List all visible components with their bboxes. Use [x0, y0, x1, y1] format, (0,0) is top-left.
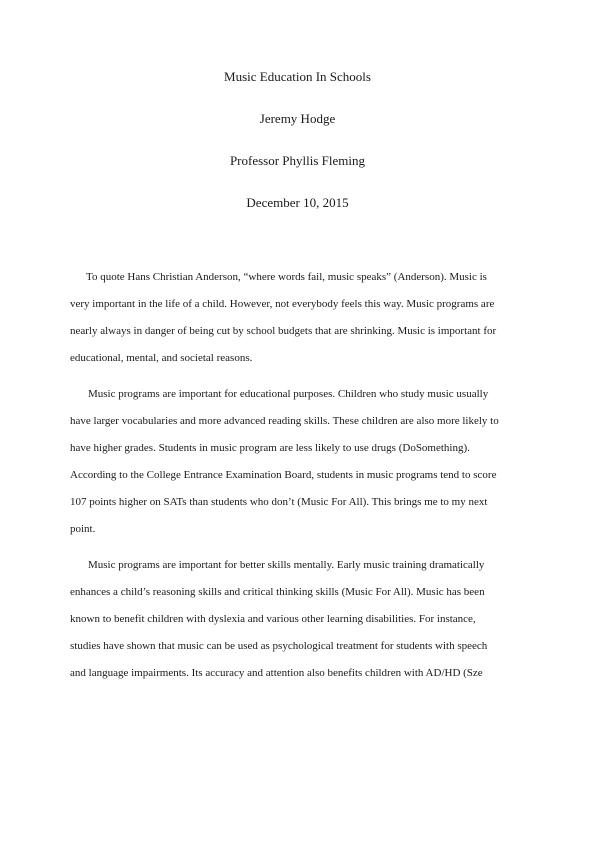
- paragraph-line: Music programs are important for better skills mentally. Early music training dramatically: [88, 559, 485, 571]
- paragraph-line: Music programs are important for educational purposes. Children who study music usually: [88, 388, 489, 400]
- paragraph-line: point.: [70, 523, 96, 535]
- professor-name: Professor Phyllis Fleming: [229, 153, 366, 168]
- paragraph-line: According to the College Entrance Examination Board, students in music programs tend to score: [70, 469, 497, 481]
- paragraph-line: 107 points higher on SATs than students who don’t (Music For All). This brings me to my next: [70, 496, 488, 508]
- paragraph-line: and language impairments. Its accuracy and attention also benefits children with AD/HD (Sze: [70, 667, 483, 679]
- paragraph-line: very important in the life of a child. However, not everybody feels this way. Music programs are: [70, 298, 495, 310]
- paragraph-line: have larger vocabularies and more advanced reading skills. These children are also more likely to: [70, 415, 499, 427]
- paragraph-line: educational, mental, and societal reasons.: [70, 352, 253, 364]
- paragraph-line: known to benefit children with dyslexia and various other learning disabilities. For instance,: [70, 613, 476, 625]
- paragraph-line: have higher grades. Students in music program are less likely to use drugs (DoSomething).: [70, 442, 470, 454]
- document-date: December 10, 2015: [246, 195, 349, 210]
- author-name: Jeremy Hodge: [259, 111, 336, 126]
- paragraph-line: nearly always in danger of being cut by school budgets that are shrinking. Music is important for: [70, 325, 497, 337]
- paragraph-line: studies have shown that music can be used as psychological treatment for students with speech: [70, 640, 488, 652]
- document-title: Music Education In Schools: [224, 69, 371, 84]
- paragraph-line: To quote Hans Christian Anderson, “where words fail, music speaks” (Anderson). Music is: [86, 271, 487, 283]
- paragraph-line: enhances a child’s reasoning skills and critical thinking skills (Music For All). Music has been: [70, 586, 485, 598]
